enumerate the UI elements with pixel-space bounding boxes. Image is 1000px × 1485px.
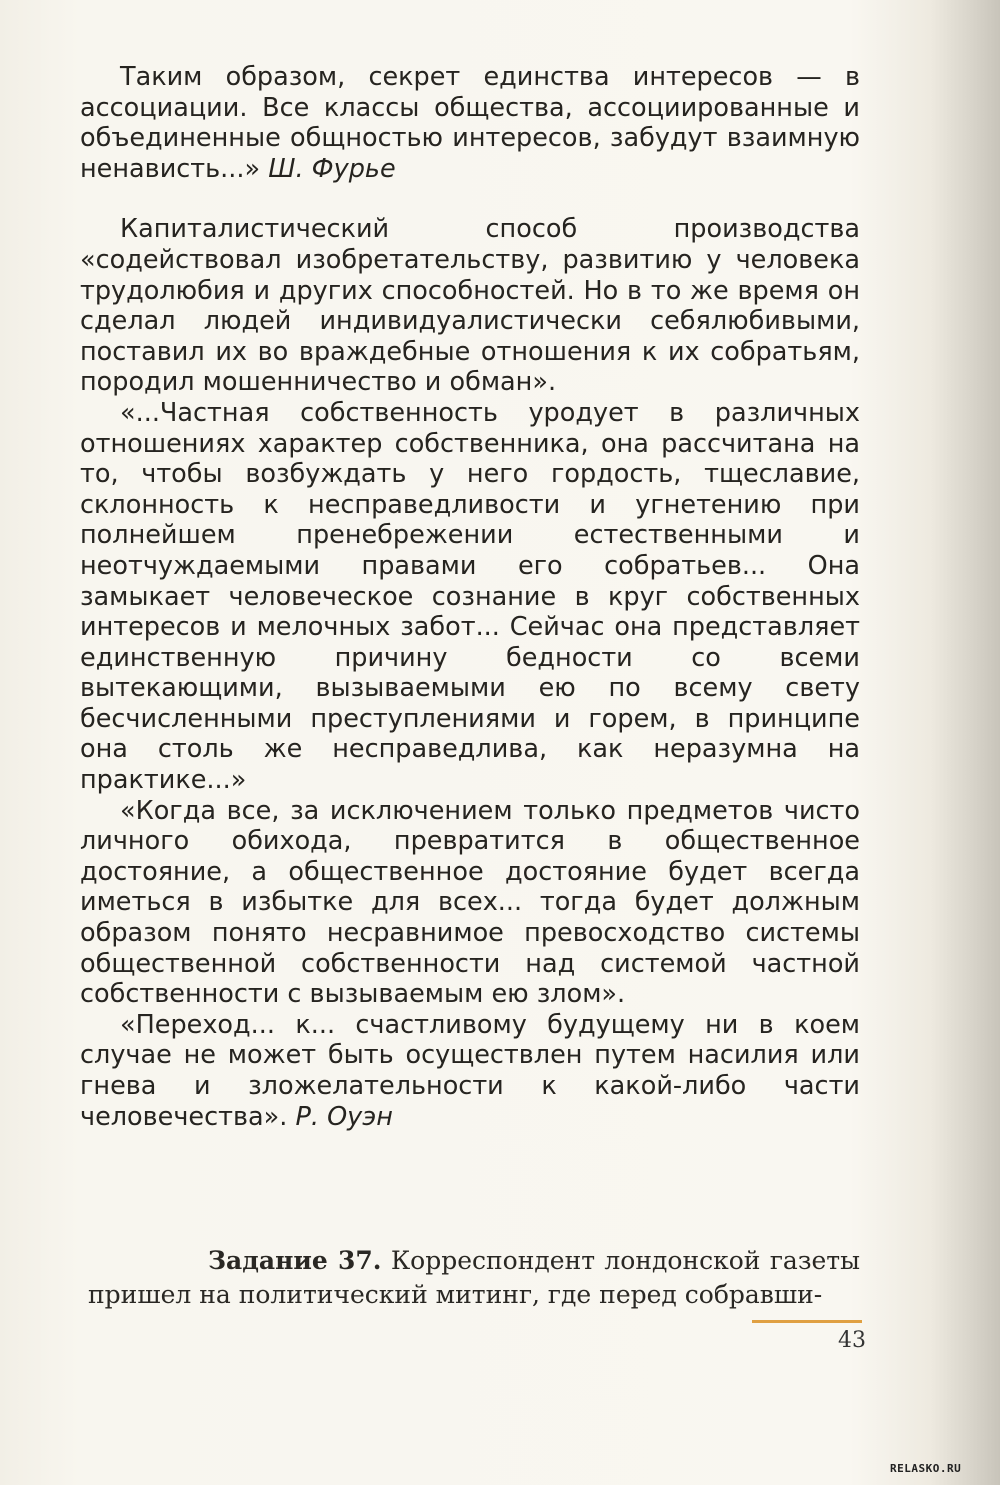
fourier-quote xyxy=(80,62,860,184)
task-text: Корреспондент лондонской газеты пришел на политический митинг, где перед собравши- xyxy=(88,1246,860,1309)
quote-block xyxy=(80,62,860,1132)
page-footer-rule xyxy=(752,1320,862,1323)
owen-quote-paragraph-2: «...Частная собственность уродует в различных отношениях характер собственника, она рассчитана на то, чтобы возбуждать у него гордость, тщеславие, склонность к несправедливости и угнетению при полнейшем пренебрежении естественными и неотчуждаемыми правами его собратьев... Она замыкает человеческое сознание в круг собственных интересов и мелочных забот... Сейчас она представляет единственную причину бедности со всеми вытекающими, вызываемыми ею по всему свету бесчисленными преступлениями и горем, в принципе она столь же несправедлива, как неразумна на практике...» xyxy=(80,397,860,796)
owen-quote-paragraph-1: Капиталистический способ производства «содействовал изобретательству, развитию у человека трудолюбия и других способностей. Но в то же время он сделал людей индивидуалистически себялюбивыми, поставил их во враждебные отношения к их собратьям, породил мошенничество и обман». xyxy=(80,214,860,398)
owen-quote-paragraph-3: «Когда все, за исключением только предметов чисто личного обихода, превратится в общественное достояние, а общественное достояние будет всегда иметься в избытке для всех... тогда будет должным образом понято несравнимое превосходство системы общественной собственности над системой частной собственности с вызываемым ею злом». xyxy=(80,795,860,1010)
task-label: Задание 37. xyxy=(208,1246,382,1275)
fourier-quote-text: Таким образом, секрет единства интересов — в ассоциации. Все классы общества, ассоциированные и объединенные общностью интересов, забудут взаимную ненависть...» xyxy=(80,62,860,184)
task-paragraph xyxy=(88,1244,860,1312)
page-number: 43 xyxy=(838,1328,866,1353)
owen-quote-paragraph-4-text: «Переход... к... счастливому будущему ни в коем случае не может быть осуществлен путем насилия или гнева и зложелательности к какой-либо части человечества». xyxy=(80,1009,860,1132)
fourier-author: Ш. Фурье xyxy=(268,153,396,184)
watermark: RELASKO.RU xyxy=(890,1462,962,1475)
owen-quote-paragraph-4 xyxy=(80,1010,860,1132)
owen-author: Р. Оуэн xyxy=(295,1101,393,1132)
